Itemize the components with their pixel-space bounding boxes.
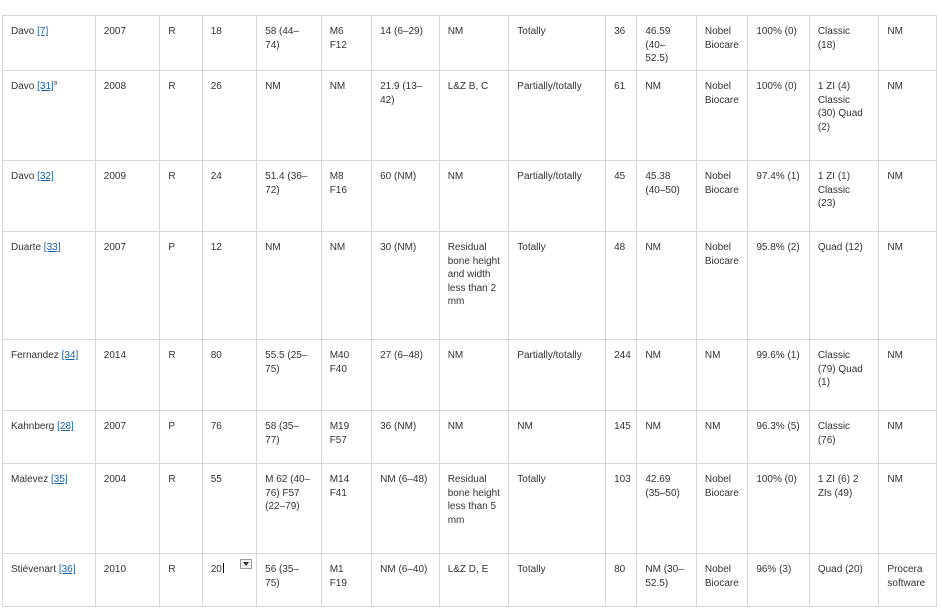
success-cell: 100% (0) (748, 16, 810, 71)
edent-cell: Totally (509, 464, 606, 554)
author-name: Davo (11, 81, 35, 92)
n-cell[interactable] (202, 554, 256, 607)
guidance-cell: Procera software (879, 554, 937, 607)
n-cell: 26 (202, 71, 256, 161)
table-row (3, 554, 937, 607)
success-cell: 95.8% (2) (748, 232, 810, 340)
year-cell: 2014 (95, 340, 160, 411)
system-cell: Nobel Biocare (696, 71, 747, 161)
footnote-marker: a (53, 80, 58, 87)
system-cell: Nobel Biocare (696, 161, 747, 232)
author-cell (3, 464, 96, 554)
age-cell: 55.5 (25–75) (257, 340, 322, 411)
edent-cell: Totally (509, 16, 606, 71)
table-row (3, 71, 937, 161)
sex-cell: NM (321, 232, 371, 340)
sex-cell: M8 F16 (321, 161, 371, 232)
length-cell: 42.69 (35–50) (637, 464, 697, 554)
length-cell: NM (637, 232, 697, 340)
edent-cell: NM (509, 411, 606, 464)
author-name: Stiévenart (11, 564, 57, 575)
reference-link[interactable]: [36] (58, 564, 76, 575)
followup-cell: 27 (6–48) (372, 340, 440, 411)
bone-cell: NM (439, 16, 509, 71)
author-cell (3, 232, 96, 340)
year-cell: 2007 (95, 16, 160, 71)
reference-link[interactable]: [28] (57, 421, 74, 432)
edent-cell: Partially/totally (509, 340, 606, 411)
design-cell: R (160, 554, 202, 607)
guidance-cell: NM (879, 464, 937, 554)
bone-cell: Residual bone height less than 5 mm (439, 464, 509, 554)
guidance-cell: NM (879, 16, 937, 71)
design-cell: P (160, 232, 202, 340)
followup-cell: 30 (NM) (372, 232, 440, 340)
age-cell: 58 (35–77) (257, 411, 322, 464)
year-cell: 2007 (95, 232, 160, 340)
protocol-cell: Classic (18) (809, 16, 879, 71)
guidance-cell: NM (879, 411, 937, 464)
reference-link[interactable]: [33] (43, 242, 61, 253)
author-cell (3, 16, 96, 71)
guidance-cell: NM (879, 340, 937, 411)
system-cell: Nobel Biocare (696, 464, 747, 554)
edent-cell: Totally (509, 232, 606, 340)
bone-cell: NM (439, 340, 509, 411)
design-cell: R (160, 16, 202, 71)
design-cell: R (160, 340, 202, 411)
author-name: Davo (11, 171, 35, 182)
table-row (3, 411, 937, 464)
success-cell: 96.3% (5) (748, 411, 810, 464)
protocol-cell: Classic (79) Quad (1) (809, 340, 879, 411)
design-cell: P (160, 411, 202, 464)
year-cell: 2007 (95, 411, 160, 464)
age-cell: 56 (35–75) (257, 554, 322, 607)
bone-cell: L&Z B, C (439, 71, 509, 161)
followup-cell: NM (6–40) (372, 554, 440, 607)
length-cell: NM (637, 411, 697, 464)
length-cell: 45.38 (40–50) (637, 161, 697, 232)
protocol-cell: Quad (12) (809, 232, 879, 340)
implants-cell: 244 (606, 340, 637, 411)
implants-cell: 145 (606, 411, 637, 464)
protocol-cell: Quad (20) (809, 554, 879, 607)
system-cell: Nobel Biocare (696, 554, 747, 607)
implants-cell: 61 (606, 71, 637, 161)
reference-link[interactable]: [31] (37, 81, 54, 92)
bone-cell: L&Z D, E (439, 554, 509, 607)
n-cell: 24 (202, 161, 256, 232)
dropdown-arrow-icon[interactable] (240, 559, 252, 569)
author-cell (3, 554, 96, 607)
sex-cell: M40 F40 (321, 340, 371, 411)
reference-link[interactable]: [7] (37, 26, 49, 37)
n-value: 20 (210, 564, 222, 575)
bone-cell: Residual bone height and width less than 2 mm (439, 232, 509, 340)
table-row (3, 232, 937, 340)
author-cell (3, 71, 96, 161)
author-name: Duarte (11, 242, 42, 253)
table-row (3, 161, 937, 232)
edent-cell: Partially/totally (509, 161, 606, 232)
text-cursor (223, 563, 224, 573)
table-row (3, 464, 937, 554)
implants-cell: 103 (606, 464, 637, 554)
studies-table (2, 15, 937, 607)
sex-cell: NM (321, 71, 371, 161)
design-cell: R (160, 161, 202, 232)
implants-cell: 80 (606, 554, 637, 607)
guidance-cell: NM (879, 161, 937, 232)
protocol-cell: 1 ZI (4) Classic (30) Quad (2) (809, 71, 879, 161)
year-cell: 2004 (95, 464, 160, 554)
implants-cell: 48 (606, 232, 637, 340)
reference-link[interactable]: [32] (37, 171, 54, 182)
year-cell: 2008 (95, 71, 160, 161)
n-cell: 76 (202, 411, 256, 464)
n-cell: 55 (202, 464, 256, 554)
bone-cell: NM (439, 161, 509, 232)
sex-cell: M19 F57 (321, 411, 371, 464)
age-cell: M 62 (40–76) F57 (22–79) (257, 464, 322, 554)
guidance-cell: NM (879, 232, 937, 340)
age-cell: NM (257, 232, 322, 340)
length-cell: NM (637, 340, 697, 411)
edent-cell: Partially/totally (509, 71, 606, 161)
n-cell: 80 (202, 340, 256, 411)
author-cell (3, 340, 96, 411)
success-cell: 96% (3) (748, 554, 810, 607)
year-cell: 2010 (95, 554, 160, 607)
system-cell: NM (696, 411, 747, 464)
success-cell: 100% (0) (748, 71, 810, 161)
author-name: Kahnberg (11, 421, 55, 432)
design-cell: R (160, 71, 202, 161)
author-name: Malevez (11, 474, 49, 485)
sex-cell: M14 F41 (321, 464, 371, 554)
protocol-cell: Classic (76) (809, 411, 879, 464)
author-name: Davo (11, 26, 35, 37)
reference-link[interactable]: [35] (51, 474, 68, 485)
length-cell: NM (30–52.5) (637, 554, 697, 607)
followup-cell: 60 (NM) (372, 161, 440, 232)
success-cell: 100% (0) (748, 464, 810, 554)
author-cell (3, 411, 96, 464)
sex-cell: M6 F12 (321, 16, 371, 71)
age-cell: NM (257, 71, 322, 161)
followup-cell: 21.9 (13–42) (372, 71, 440, 161)
n-cell: 18 (202, 16, 256, 71)
implants-cell: 45 (606, 161, 637, 232)
reference-link[interactable]: [34] (61, 350, 79, 361)
author-name: Fernandez (11, 350, 59, 361)
table-row (3, 16, 937, 71)
author-cell (3, 161, 96, 232)
edent-cell: Totally (509, 554, 606, 607)
bone-cell: NM (439, 411, 509, 464)
sex-cell: M1 F19 (321, 554, 371, 607)
length-cell: 46.59 (40–52.5) (637, 16, 697, 71)
design-cell: R (160, 464, 202, 554)
age-cell: 58 (44–74) (257, 16, 322, 71)
followup-cell: NM (6–48) (372, 464, 440, 554)
success-cell: 99.6% (1) (748, 340, 810, 411)
protocol-cell: 1 ZI (1) Classic (23) (809, 161, 879, 232)
year-cell: 2009 (95, 161, 160, 232)
age-cell: 51.4 (36–72) (257, 161, 322, 232)
table-row (3, 340, 937, 411)
followup-cell: 36 (NM) (372, 411, 440, 464)
n-cell: 12 (202, 232, 256, 340)
protocol-cell: 1 ZI (6) 2 ZIs (49) (809, 464, 879, 554)
guidance-cell: NM (879, 71, 937, 161)
length-cell: NM (637, 71, 697, 161)
system-cell: Nobel Biocare (696, 232, 747, 340)
followup-cell: 14 (6–29) (372, 16, 440, 71)
success-cell: 97.4% (1) (748, 161, 810, 232)
system-cell: NM (696, 340, 747, 411)
system-cell: Nobel Biocare (696, 16, 747, 71)
implants-cell: 36 (606, 16, 637, 71)
